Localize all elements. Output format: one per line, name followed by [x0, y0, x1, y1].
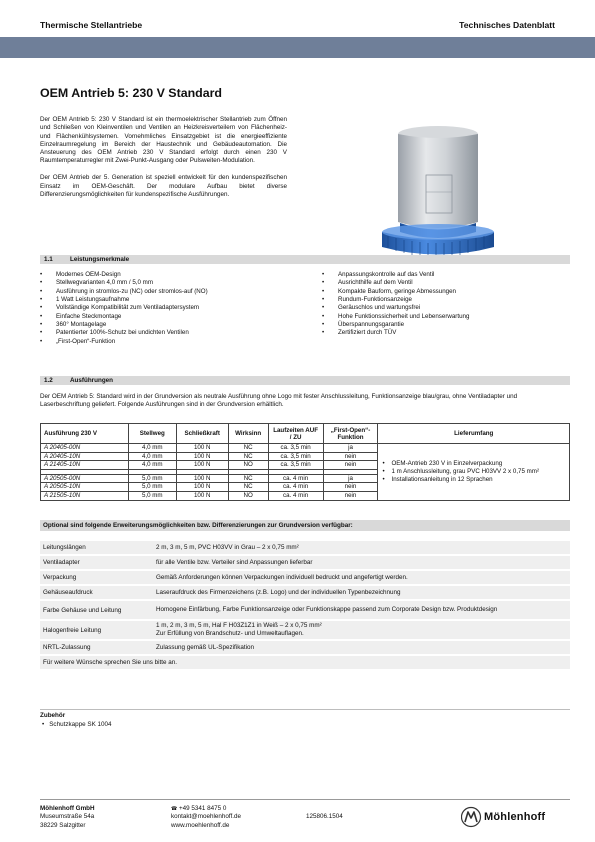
option-value [152, 622, 570, 638]
table-cell: 5,0 mm [128, 474, 176, 483]
feature-item: • Patentierter 100%-Schutz bei undichten Ventilen [40, 329, 208, 337]
table-cell: ca. 4 min [268, 491, 323, 500]
features-right-list [322, 271, 469, 338]
table-cell: NC [228, 444, 268, 453]
table-cell: nein [323, 461, 378, 470]
table-cell: 100 N [176, 452, 228, 461]
feature-item: • Modernes OEM-Design [40, 271, 208, 279]
footer-city: 38229 Salzgitter [40, 821, 86, 829]
footer-address [40, 805, 95, 830]
feature-item: • Rundum-Funktionsanzeige [322, 296, 469, 304]
feature-item: • Einfache Steckmontage [40, 313, 208, 321]
option-row [40, 541, 570, 554]
phone-icon: ☎ [171, 806, 178, 812]
optional-list [40, 541, 570, 671]
option-value-line: Zulassung gemäß UL-Spezifikation [156, 643, 254, 651]
zubehoer-divider [40, 709, 570, 710]
table-cell: 100 N [176, 474, 228, 483]
section-number: 1.2 [44, 377, 53, 384]
table-cell: 5,0 mm [128, 483, 176, 492]
footer-divider [40, 799, 570, 800]
option-value-line: Laseraufdruck des Firmenzeichens (z.B. Logo) und der individuellen Typenbezeichnung [156, 588, 401, 596]
option-note: Für weitere Wünsche sprechen Sie uns bitte an. [43, 659, 178, 666]
feature-item: • Geräuschlos und wartungsfrei [322, 304, 469, 312]
option-value-line: 2 m, 3 m, 5 m, PVC H03VV in Grau – 2 x 0,75 mm² [156, 543, 299, 551]
option-row [40, 586, 570, 599]
table-cell: 100 N [176, 444, 228, 453]
table-cell: A 20505-10N [41, 483, 129, 492]
option-value [152, 644, 570, 652]
option-label: Leitungslängen [43, 544, 86, 551]
intro-text [40, 116, 287, 208]
features-left-list [40, 271, 208, 346]
option-value [152, 574, 570, 582]
col-header-laufzeiten: Laufzeiten AUF / ZU [268, 424, 323, 444]
table-cell: A 20405-10N [41, 452, 129, 461]
feature-item: • Vollständige Kompatibilität zum Ventiladaptersystem [40, 304, 208, 312]
versions-table [40, 423, 570, 501]
option-row [40, 656, 570, 669]
option-value-line: 1 m, 2 m, 3 m, 5 m, Hal F H03Z1Z1 in Weiß – 2 x 0,75 mm² [156, 622, 322, 630]
zubehoer-title: Zubehör [40, 712, 66, 719]
option-label: Farbe Gehäuse und Leitung [43, 606, 122, 614]
table-cell: ca. 3,5 min [268, 452, 323, 461]
table-cell: NC [228, 452, 268, 461]
feature-item: • Anpassungskontrolle auf das Ventil [322, 271, 469, 279]
option-label: Halogenfreie Leitung [43, 626, 102, 634]
col-header-lieferumfang: Lieferumfang [378, 424, 570, 444]
table-cell: ja [323, 474, 378, 483]
feature-item: • Stellwegvarianten 4,0 mm / 5,0 mm [40, 279, 208, 287]
table-cell: ca. 4 min [268, 474, 323, 483]
footer-contact [171, 805, 241, 830]
ausfuehrungen-text: Der OEM Antrieb 5: Standard wird in der Grundversion als neutrale Ausführung ohne Logo mit fester Anschlussleitung, Funktionsanzeige blau/grau, ohne Ventiladapter und Laserbeschriftung geliefert. Folgende Ausführungen sind in der Grundversion erhältlich. [40, 393, 518, 409]
table-cell: A 20505-00N [41, 474, 129, 483]
table-cell: A 20405-00N [41, 444, 129, 453]
option-row [40, 571, 570, 584]
feature-item: • 1 Watt Leistungsaufnahme [40, 296, 208, 304]
header-stripe [0, 37, 595, 58]
footer-phone: +49 5341 8475 0 [178, 805, 227, 812]
option-value-line: für alle Ventile bzw. Verteiler sind Anpassungen lieferbar [156, 558, 313, 566]
section-leistungsmerkmale [40, 255, 570, 264]
lieferumfang-cell [378, 444, 570, 501]
option-value [152, 589, 570, 597]
option-value [152, 559, 570, 567]
feature-item: • Hohe Funktionssicherheit und Lebenserwartung [322, 313, 469, 321]
col-header-first-open: „First-Open“-Funktion [323, 424, 378, 444]
lieferumfang-item: • OEM-Antrieb 230 V in Einzelverpackung [382, 460, 566, 468]
table-cell: nein [323, 483, 378, 492]
col-header-ausfuehrung: Ausführung 230 V [41, 424, 129, 444]
table-cell: NC [228, 483, 268, 492]
option-value [152, 606, 570, 614]
table-cell: A 21405-10N [41, 461, 129, 470]
header-doc-type: Technisches Datenblatt [459, 20, 555, 30]
page-title: OEM Antrieb 5: 230 V Standard [40, 86, 222, 100]
footer-doc-number: 125806.1504 [306, 813, 343, 820]
feature-item: • 360° Montagelage [40, 321, 208, 329]
table-cell: ja [323, 444, 378, 453]
option-row [40, 641, 570, 654]
option-label: Ventiladapter [43, 559, 80, 566]
table-cell: nein [323, 452, 378, 461]
footer-company: Möhlenhoff GmbH [40, 805, 95, 812]
feature-item: • Ausführung in stromlos-zu (NC) oder stromlos-auf (NO) [40, 288, 208, 296]
footer-email[interactable]: kontakt@moehlenhoff.de [171, 813, 241, 821]
option-label: Verpackung [43, 574, 77, 581]
optional-header: Optional sind folgende Erweiterungsmöglichkeiten bzw. Differenzierungen zur Grundversion verfügbar: [40, 520, 570, 531]
feature-item: • Kompakte Bauform, geringe Abmessungen [322, 288, 469, 296]
section-title: Ausführungen [70, 377, 114, 384]
lieferumfang-item: • Installationsanleitung in 12 Sprachen [382, 476, 566, 484]
feature-item: • Zertifiziert durch TÜV [322, 329, 469, 337]
intro-paragraph-2: Der OEM Antrieb der 5. Generation ist speziell entwickelt für den kundenspezifischen Einsatz im OEM-Geschäft. Der modulare Aufbau bietet diverse Differenzierungsmöglichkeiten für kundenspezifische Ausführungen. [40, 174, 287, 198]
option-value-line: Homogene Einfärbung, Farbe Funktionsanzeige oder Funktionskappe passend zum Corporate Design bzw. Produktdesign [156, 606, 498, 614]
option-row [40, 621, 570, 639]
col-header-schliesskraft: Schließkraft [176, 424, 228, 444]
feature-item: • „First-Open“-Funktion [40, 338, 208, 346]
section-number: 1.1 [44, 256, 53, 263]
table-cell: 100 N [176, 461, 228, 470]
lieferumfang-list [382, 460, 566, 484]
table-cell: 5,0 mm [128, 491, 176, 500]
table-cell: NO [228, 461, 268, 470]
intro-paragraph-1: Der OEM Antrieb 5: 230 V Standard ist ein thermoelektrischer Stellantrieb zum Öffnen und Schließen von Kleinventilen und Ventilen an Heizkreisverteilern von Flächenheiz- und Flächenkühlsystemen. Vornehmliches Einsatzgebiet ist die energieeffiziente Einzelraumregelung im Bereich der Haustechnik und Gebäudeautomation. Die Ansteuerung des OEM Antrieb 230 V Standard erfolgt durch einen 230 V Raumtemperaturregler mit Zwei-Punkt-Ausgang oder Pulsweiten-Modulation. [40, 116, 287, 165]
feature-item: • Überspannungsgarantie [322, 321, 469, 329]
section-ausfuehrungen [40, 376, 570, 385]
option-row [40, 601, 570, 619]
option-label: NRTL-Zulassung [43, 644, 91, 651]
footer-web[interactable]: www.moehlenhoff.de [171, 821, 230, 829]
lieferumfang-item: • 1 m Anschlussleitung, grau PVC H03VV 2 x 0,75 mm² [382, 468, 566, 476]
table-cell: 100 N [176, 483, 228, 492]
table-cell: 4,0 mm [128, 461, 176, 470]
table-cell: ca. 3,5 min [268, 444, 323, 453]
footer-street: Museumstraße 54a [40, 813, 95, 821]
option-value [152, 544, 570, 552]
table-cell: 4,0 mm [128, 452, 176, 461]
footer-brand: Möhlenhoff [484, 811, 546, 823]
option-label: Gehäuseaufdruck [43, 589, 93, 596]
table-cell: nein [323, 491, 378, 500]
option-value-line: Gemäß Anforderungen können Verpackungen individuell bedruckt und angefertigt werden. [156, 573, 408, 581]
table-cell: 4,0 mm [128, 444, 176, 453]
table-cell: 100 N [176, 491, 228, 500]
option-row [40, 556, 570, 569]
table-cell: ca. 4 min [268, 483, 323, 492]
col-header-wirksinn: Wirksinn [228, 424, 268, 444]
table-cell: NO [228, 491, 268, 500]
table-cell: NC [228, 474, 268, 483]
col-header-stellweg: Stellweg [128, 424, 176, 444]
option-value-line: Zur Erfüllung von Brandschutz- und Umweltauflagen. [156, 630, 304, 637]
zubehoer-item: • Schutzkappe SK 1004 [42, 721, 112, 728]
table-header-row [41, 424, 570, 444]
header-category: Thermische Stellantriebe [40, 20, 143, 30]
section-title: Leistungsmerkmale [70, 256, 130, 263]
feature-item: • Ausrichthilfe auf dem Ventil [322, 279, 469, 287]
table-cell: A 21505-10N [41, 491, 129, 500]
table-cell: ca. 3,5 min [268, 461, 323, 470]
product-image-actuator [378, 120, 498, 262]
table-row [41, 444, 570, 453]
